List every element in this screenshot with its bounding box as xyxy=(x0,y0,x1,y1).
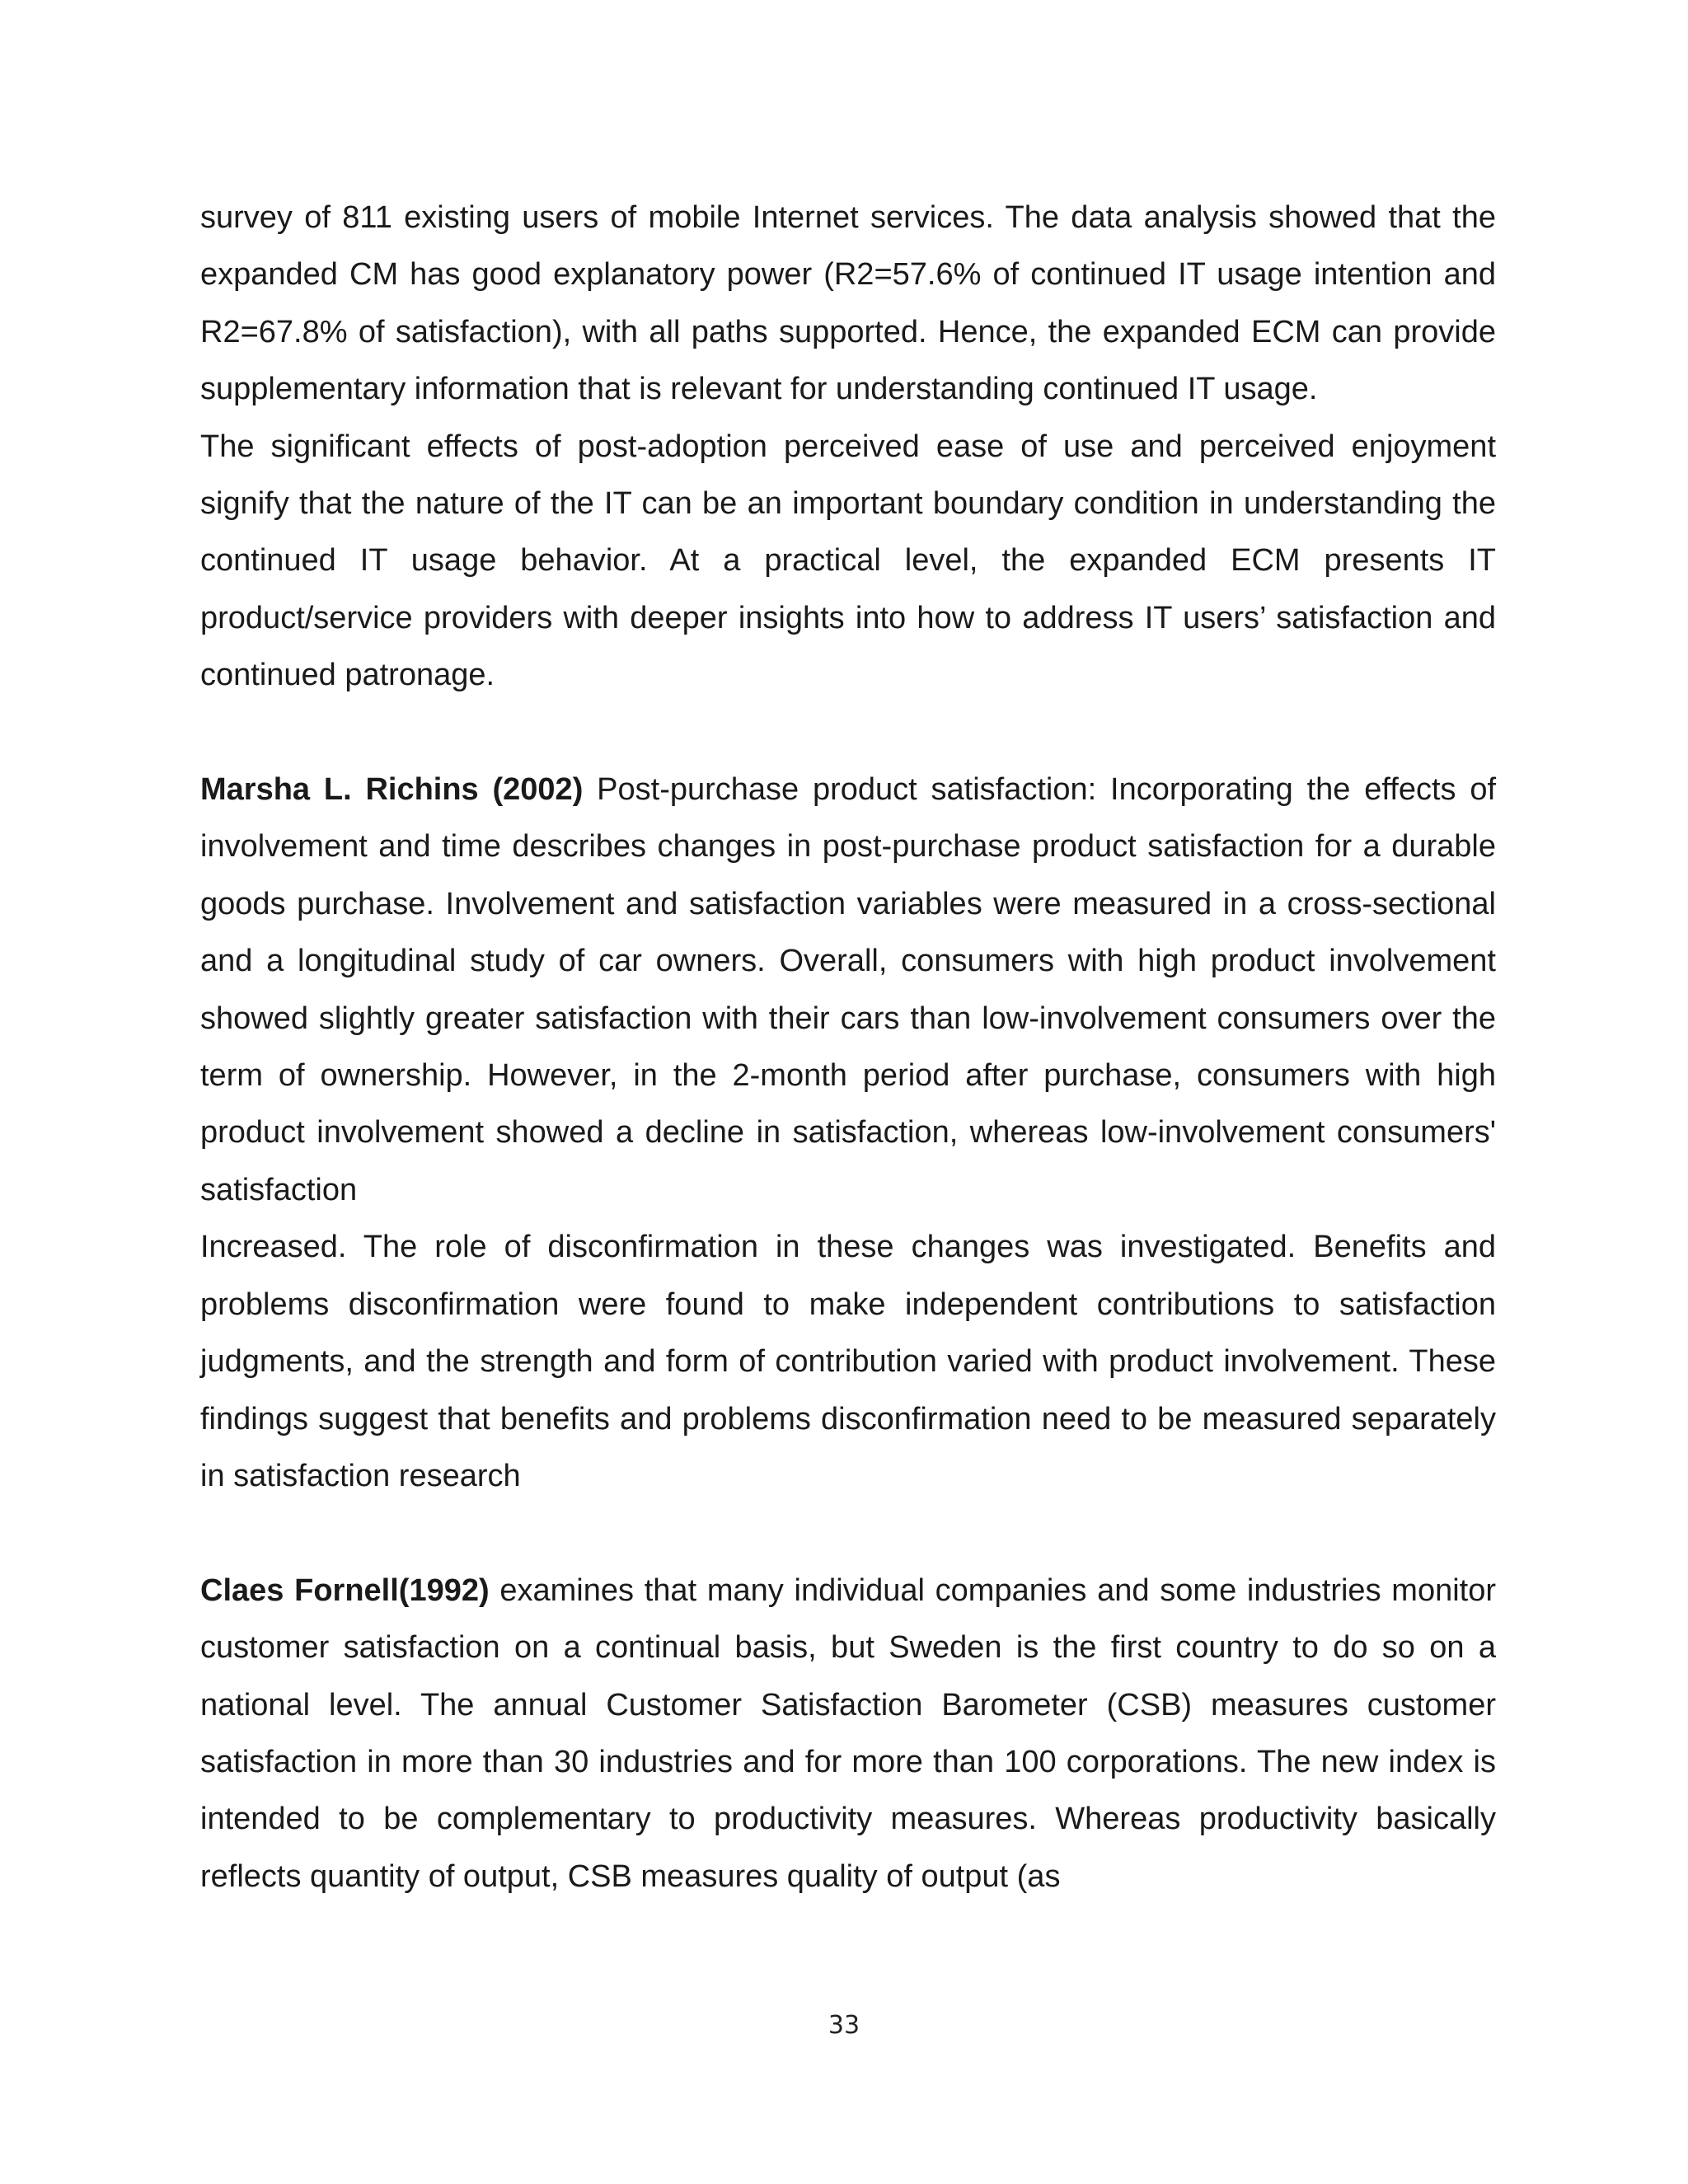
paragraph-text: Increased. The role of disconfirmation in these changes was investigated. Benefits and problems disconfirmation were found to make independent contributions to satisfaction judgments, and the strength and form of contribution varied with product involvement. These findings suggest that benefits and problems disconfirmation need to be measured separately in satisfaction research xyxy=(200,1230,1496,1493)
paragraph-mobile-internet-survey xyxy=(200,190,1496,419)
paragraph-spacer xyxy=(200,705,1496,762)
paragraph-text: survey of 811 existing users of mobile Internet services. The data analysis showed that the expanded CM has good explanatory power (R2=57.6% of continued IT usage intention and R2=67.8% of satisfaction), with all paths supported. Hence, the expanded ECM can provide supplementary information that is relevant for understanding continued IT usage. xyxy=(200,200,1496,407)
paragraph-richins-2002 xyxy=(200,762,1496,1219)
paragraph-spacer xyxy=(200,1505,1496,1562)
paragraph-text: The significant effects of post-adoption perceived ease of use and perceived enjoyment signify that the nature of the IT can be an important boundary condition in understanding the continued IT usage behavior. At a practical level, the expanded ECM presents IT product/service providers with deeper insights into how to address IT users’ satisfaction and continued patronage. xyxy=(200,429,1496,693)
author-citation: Marsha L. Richins (2002) xyxy=(200,772,584,808)
paragraph-text: Post-purchase product satisfaction: Incorporating the effects of involvement and time describes changes in post-purchase product satisfaction for a durable goods purchase. Involvement and satisfaction variables were measured in a cross-sectional and a longitudinal study of car owners. Overall, consumers with high product involvement showed slightly greater satisfaction with their cars than low-involvement consumers over the term of ownership. However, in the 2-month period after purchase, consumers with high product involvement showed a decline in satisfaction, whereas low-involvement consumers' satisfaction xyxy=(200,772,1497,1207)
paragraph-text: examines that many individual companies and some industries monitor customer satisfaction on a continual basis, but Sweden is the first country to do so on a national level. The annual Customer Satisfaction Barometer (CSB) measures customer satisfaction in more than 30 industries and for more than 100 corporations. The new index is intended to be complementary to productivity measures. Whereas productivity basically reflects quantity of output, CSB measures quality of output (as xyxy=(200,1572,1496,1894)
author-citation: Claes Fornell(1992) xyxy=(200,1572,490,1608)
paragraph-post-adoption-effects xyxy=(200,419,1496,705)
page-number: 33 xyxy=(828,2011,860,2040)
paragraph-fornell-1992 xyxy=(200,1563,1496,1905)
paragraph-disconfirmation xyxy=(200,1219,1496,1505)
document-body xyxy=(200,190,1496,1905)
